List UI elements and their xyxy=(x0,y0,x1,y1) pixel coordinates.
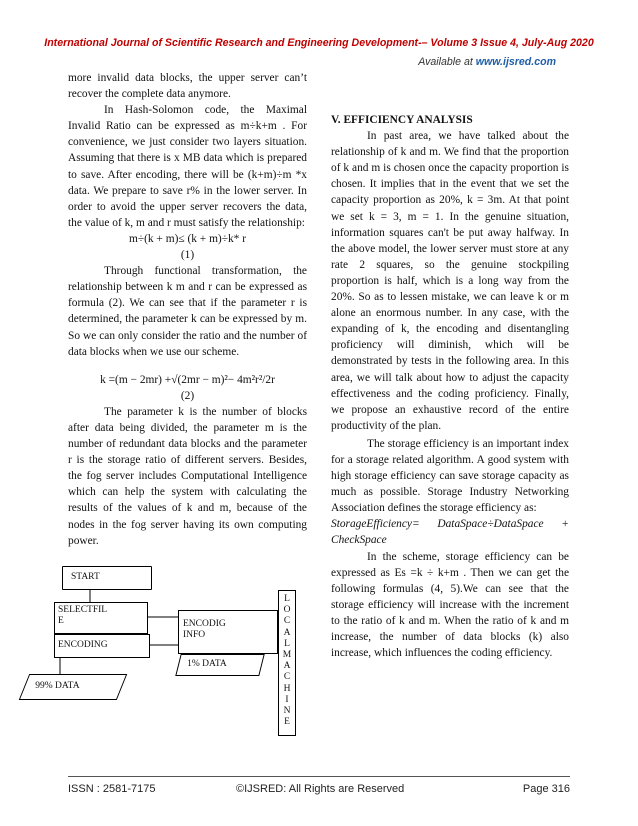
local-machine-letter: M xyxy=(282,650,292,661)
start-node xyxy=(62,566,152,590)
local-machine-letter: C xyxy=(283,672,291,683)
left-column xyxy=(68,70,307,549)
footer-issn: ISSN : 2581-7175 xyxy=(68,783,156,795)
left-paragraph-3: Through functional transformation, the relationship between k m and r can be expressed as formula (2). We can see that if the parameter r is determined, the parameter k can be expressed by m. So we can only consider the ratio and the number of data blocks when we use our scheme. xyxy=(68,265,307,358)
encoding-info-line-2: INFO xyxy=(183,630,206,640)
local-machine-letter: A xyxy=(283,627,291,638)
section-title: V. EFFICIENCY ANALYSIS xyxy=(331,114,473,126)
right-paragraph-2: The storage efficiency is an important index for a storage related algorithm. A good system with high storage efficiency can save storage capacity as much as possible. Storage Industry Networking Association defines the storage efficiency as: xyxy=(331,437,569,515)
local-machine-letter: O xyxy=(283,605,291,616)
journal-header: International Journal of Scientific Research and Engineering Development-– Volume 3 Issue 4, July-Aug 2020 xyxy=(44,37,594,49)
one-percent-data-node xyxy=(175,654,264,676)
footer-copyright: ©IJSRED: All Rights are Reserved xyxy=(236,783,405,795)
formula-2: k =(m − 2mr) +√(2mr − m)²− 4m²r²/2r xyxy=(100,373,275,386)
footer-rule xyxy=(68,776,570,777)
right-paragraph-1: In past area, we have talked about the relationship of k and m. We find that the proportion of k and m is chosen once the capacity proportion is chosen. It implies that in the event that we set the capacity proportion as 20%, k = 3m. At that point we set k = 3, m = 1. In the genuine situation, information squares can't be put away halfway. In the above model, the lower server must store at any rate 2 squares, so the genuine stockpiling proportion is half, which is a long way from the 20%. So as to lessen mistake, we can leave k or m alone an enormous number. In any case, with the expanding of k, the encoding and disentangling proficiency will diminish, which will be demonstrated by tests in the following area. In this area, we will talk about how to adjust the capacity effectiveness and the coding proficiency. Finally, we propose an exhaustive record of the entire productivity of the plan. xyxy=(331,130,569,432)
local-machine-letter: E xyxy=(284,717,290,728)
local-machine-letter: A xyxy=(283,661,291,672)
encoding-label: ENCODING xyxy=(58,640,108,650)
left-paragraph-4: The parameter k is the number of blocks after data being divided, the parameter m is the number of redundant data blocks and the parameter r is the storage ratio of different servers. Besides, the fog server includes Computational Intelligence which can help the system with calculating the results of the values of k and m, because of the nodes in the fog server having its own computing power. xyxy=(68,405,307,547)
encoding-info-node xyxy=(178,610,278,654)
availability-line xyxy=(418,56,556,68)
select-file-line-1: SELECTFIL xyxy=(58,605,108,615)
ninety-nine-percent-data-label: 99% DATA xyxy=(35,681,80,691)
ninety-nine-percent-data-node xyxy=(19,674,128,700)
local-machine-letter: L xyxy=(284,638,290,649)
local-machine-letter: N xyxy=(283,706,291,717)
formula-1: m÷(k + m)≤ (k + m)÷k* r xyxy=(128,232,246,245)
encoding-info-line-1: ENCODIG xyxy=(183,619,226,629)
select-file-line-2: E xyxy=(58,616,64,626)
storage-efficiency-definition: StorageEfficiency= DataSpace÷DataSpace + CheckSpace xyxy=(331,518,569,547)
available-prefix: Available at xyxy=(418,56,476,68)
right-paragraph-4: In the scheme, storage efficiency can be expressed as Es =k ÷ k+m . Then we can get the following formulas (4, 5).We can see that the storage efficiency will increase with the increment to the ratio of k and m. When the ratio of k and m increase, the number of data blocks (k) also increase, which influences the coding efficiency. xyxy=(331,550,569,660)
left-paragraph-1: more invalid data blocks, the upper server can’t recover the complete data anymore. xyxy=(68,72,307,101)
equation-number-2: (2) xyxy=(180,389,195,402)
one-percent-data-label: 1% DATA xyxy=(187,659,227,669)
select-file-node xyxy=(54,602,148,634)
encoding-node xyxy=(54,634,150,658)
local-machine-letter: L xyxy=(284,594,290,604)
journal-url-link[interactable]: www.ijsred.com xyxy=(475,56,556,68)
local-machine-letter: C xyxy=(283,616,291,627)
local-machine-letter: I xyxy=(285,694,289,705)
local-machine-node xyxy=(278,590,296,736)
equation-number-1: (1) xyxy=(180,249,195,262)
start-label: START xyxy=(71,572,100,582)
right-column xyxy=(331,112,569,661)
footer-page-number: Page 316 xyxy=(522,783,570,795)
local-machine-letter: H xyxy=(283,683,291,694)
left-paragraph-2: In Hash-Solomon code, the Maximal Invalid Ratio can be expressed as m÷k+m . For convenience, we just consider two layers situation. Assuming that there is x MB data which is prepared to save. After encoding, there will be (k+m)÷m *x data. We prepare to save r% in the lower server. In order to avoid the upper server recovers the data, the value of k, m and r must satisfy the relationship: xyxy=(68,104,307,229)
